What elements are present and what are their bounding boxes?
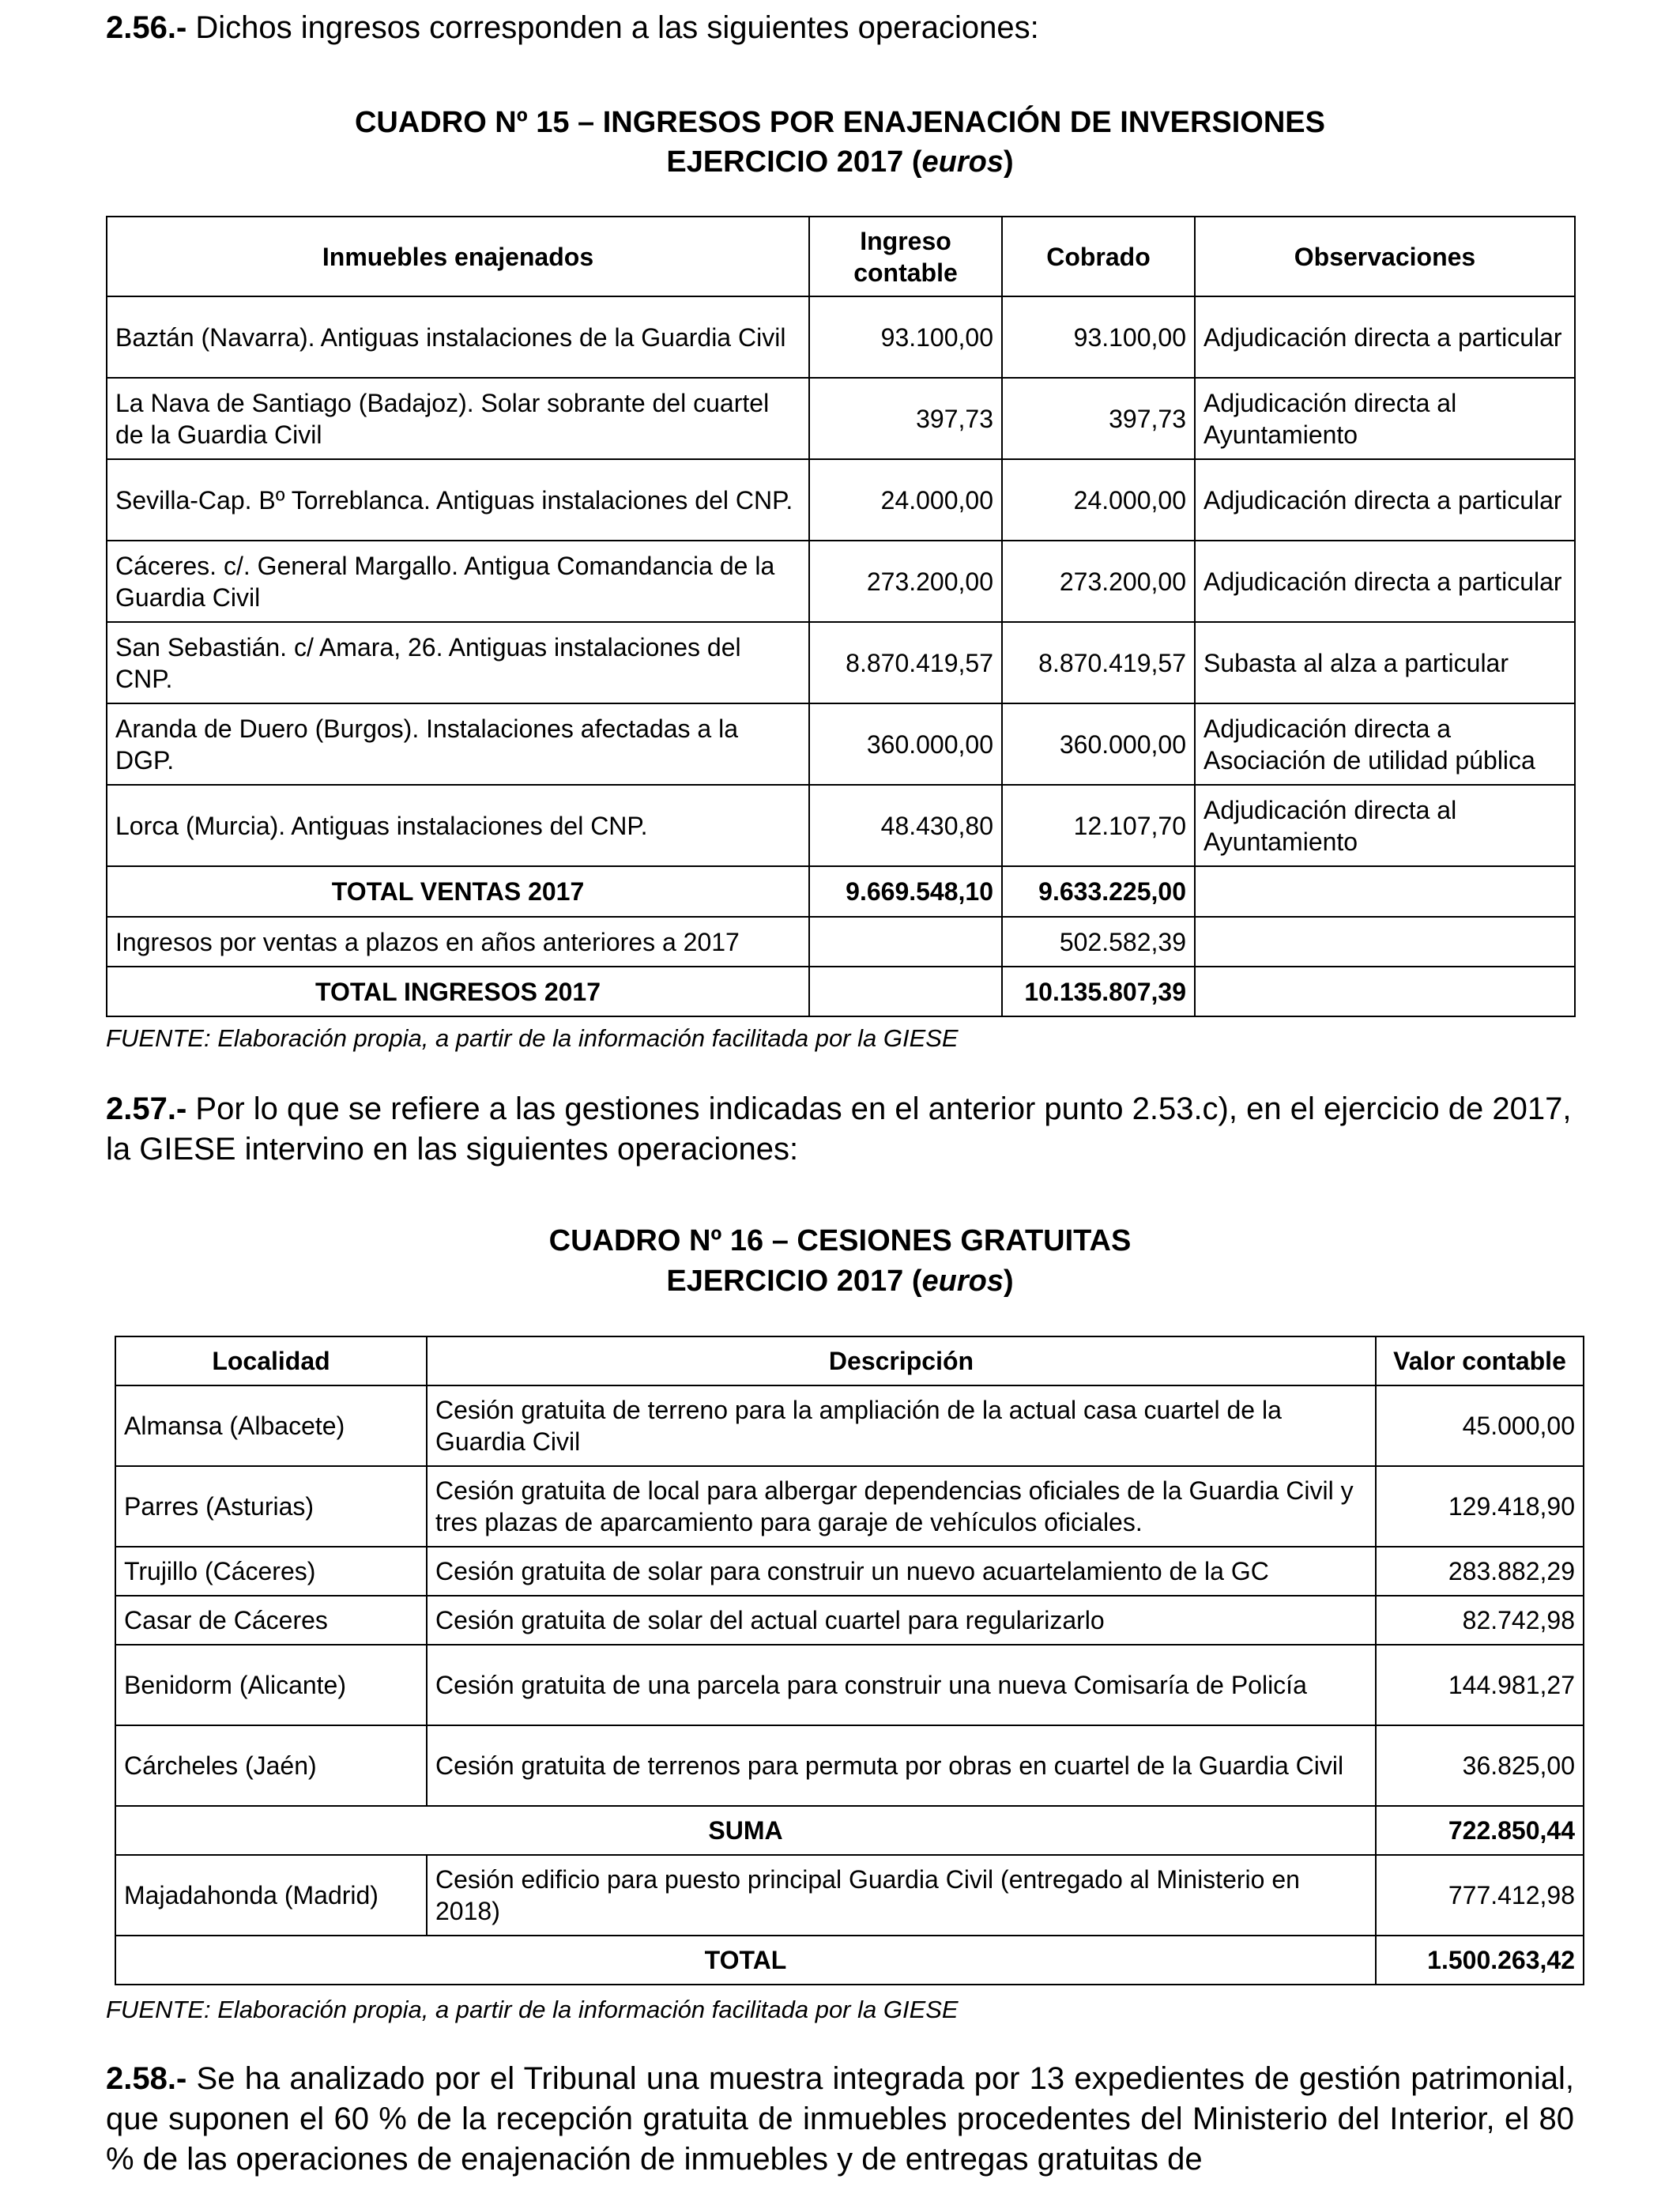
total-ventas-ingreso: 9.669.548,10 [809, 866, 1002, 917]
cell-ingreso: 8.870.419,57 [809, 622, 1002, 703]
table-row [115, 1725, 1584, 1806]
cell-observaciones: Adjudicación directa a particular [1195, 459, 1575, 541]
paragraph-text: Por lo que se refiere a las gestiones indicadas en el anterior punto 2.53.c), en el ejercicio de 2017, la GIESE intervino en las siguientes operaciones: [106, 1091, 1572, 1167]
table-15-title: CUADRO Nº 15 – INGRESOS POR ENAJENACIÓN DE INVERSIONES [354, 106, 1325, 139]
cell-cobrado: 273.200,00 [1002, 541, 1195, 622]
cell-valor: 777.412,98 [1376, 1855, 1584, 1936]
cell-inmueble: Sevilla-Cap. Bº Torreblanca. Antiguas instalaciones del CNP. [107, 459, 809, 541]
suma-value: 722.850,44 [1376, 1806, 1584, 1855]
cell-localidad: Trujillo (Cáceres) [115, 1547, 427, 1596]
cell-observaciones: Adjudicación directa a particular [1195, 541, 1575, 622]
cell-cobrado: 8.870.419,57 [1002, 622, 1195, 703]
table-row [107, 459, 1575, 541]
total-label: TOTAL [115, 1936, 1376, 1985]
cell-observaciones: Subasta al alza a particular [1195, 622, 1575, 703]
empty-cell [809, 917, 1002, 967]
table-header-row [107, 217, 1575, 296]
table-row [115, 1596, 1584, 1645]
paragraph-2-57 [106, 1089, 1574, 1170]
plazos-label: Ingresos por ventas a plazos en años anteriores a 2017 [107, 917, 809, 967]
table-row [107, 785, 1575, 866]
total-ventas-label: TOTAL VENTAS 2017 [107, 866, 809, 917]
table-row [115, 1547, 1584, 1596]
paragraph-2-58 [106, 2059, 1574, 2180]
total-ingresos-label: TOTAL INGRESOS 2017 [107, 967, 809, 1016]
table-row [107, 296, 1575, 378]
col-header-inmuebles: Inmuebles enajenados [107, 217, 809, 296]
cell-descripcion: Cesión gratuita de terrenos para permuta por obras en cuartel de la Guardia Civil [427, 1725, 1376, 1806]
table-row [107, 703, 1575, 785]
cell-descripcion: Cesión gratuita de solar del actual cuartel para regularizarlo [427, 1596, 1376, 1645]
cell-ingreso: 360.000,00 [809, 703, 1002, 785]
table-16 [115, 1336, 1584, 1985]
table-16-title: CUADRO Nº 16 – CESIONES GRATUITAS [548, 1224, 1132, 1257]
cell-inmueble: La Nava de Santiago (Badajoz). Solar sobrante del cuartel de la Guardia Civil [107, 378, 809, 459]
total-ingresos-row [107, 967, 1575, 1016]
cell-ingreso: 48.430,80 [809, 785, 1002, 866]
empty-cell [1195, 967, 1575, 1016]
cell-localidad: Cárcheles (Jaén) [115, 1725, 427, 1806]
cell-localidad: Almansa (Albacete) [115, 1385, 427, 1466]
table-row [115, 1645, 1584, 1725]
paragraph-text: Dichos ingresos corresponden a las siguientes operaciones: [186, 10, 1039, 45]
cell-valor: 129.418,90 [1376, 1466, 1584, 1547]
suma-row [115, 1806, 1584, 1855]
cell-valor: 82.742,98 [1376, 1596, 1584, 1645]
table-row [107, 378, 1575, 459]
empty-cell [809, 967, 1002, 1016]
total-ingresos-cobrado: 10.135.807,39 [1002, 967, 1195, 1016]
total-ventas-cobrado: 9.633.225,00 [1002, 866, 1195, 917]
cell-observaciones: Adjudicación directa a particular [1195, 296, 1575, 378]
empty-cell [1195, 917, 1575, 967]
table-row [107, 541, 1575, 622]
col-header-descripcion: Descripción [427, 1336, 1376, 1385]
cell-inmueble: San Sebastián. c/ Amara, 26. Antiguas instalaciones del CNP. [107, 622, 809, 703]
table-15 [106, 216, 1576, 1017]
cell-cobrado: 397,73 [1002, 378, 1195, 459]
total-ventas-row [107, 866, 1575, 917]
table-16-source: FUENTE: Elaboración propia, a partir de la información facilitada por la GIESE [106, 1996, 959, 2023]
paragraph-number: 2.56.- [106, 10, 187, 45]
cell-ingreso: 273.200,00 [809, 541, 1002, 622]
paragraph-2-56 [106, 8, 1574, 48]
table-16-subtitle: EJERCICIO 2017 (euros) [666, 1265, 1014, 1298]
cell-cobrado: 93.100,00 [1002, 296, 1195, 378]
table-row [115, 1466, 1584, 1547]
cell-localidad: Casar de Cáceres [115, 1596, 427, 1645]
paragraph-number: 2.57.- [106, 1091, 187, 1126]
plazos-cobrado: 502.582,39 [1002, 917, 1195, 967]
cell-inmueble: Lorca (Murcia). Antiguas instalaciones del CNP. [107, 785, 809, 866]
table-15-subtitle: EJERCICIO 2017 (euros) [666, 145, 1014, 179]
cell-ingreso: 397,73 [809, 378, 1002, 459]
suma-label: SUMA [115, 1806, 1376, 1855]
cell-valor: 36.825,00 [1376, 1725, 1584, 1806]
paragraph-text: Se ha analizado por el Tribunal una muestra integrada por 13 expedientes de gestión patrimonial, que suponen el 60 % de la recepción gratuita de inmuebles procedentes del Ministerio del Interior, el 80 % de las operaciones de enajenación de inmuebles y de entregas gratuitas de [106, 2061, 1574, 2177]
cell-inmueble: Baztán (Navarra). Antiguas instalaciones de la Guardia Civil [107, 296, 809, 378]
table-row [115, 1855, 1584, 1936]
cell-inmueble: Aranda de Duero (Burgos). Instalaciones afectadas a la DGP. [107, 703, 809, 785]
empty-cell [1195, 866, 1575, 917]
table-row [115, 1385, 1584, 1466]
cell-ingreso: 93.100,00 [809, 296, 1002, 378]
cell-descripcion: Cesión gratuita de una parcela para construir una nueva Comisaría de Policía [427, 1645, 1376, 1725]
total-value: 1.500.263,42 [1376, 1936, 1584, 1985]
cell-ingreso: 24.000,00 [809, 459, 1002, 541]
plazos-row [107, 917, 1575, 967]
col-header-valor: Valor contable [1376, 1336, 1584, 1385]
cell-localidad: Majadahonda (Madrid) [115, 1855, 427, 1936]
cell-observaciones: Adjudicación directa al Ayuntamiento [1195, 378, 1575, 459]
col-header-localidad: Localidad [115, 1336, 427, 1385]
cell-observaciones: Adjudicación directa al Ayuntamiento [1195, 785, 1575, 866]
cell-localidad: Benidorm (Alicante) [115, 1645, 427, 1725]
cell-observaciones: Adjudicación directa a Asociación de utilidad pública [1195, 703, 1575, 785]
cell-inmueble: Cáceres. c/. General Margallo. Antigua Comandancia de la Guardia Civil [107, 541, 809, 622]
cell-descripcion: Cesión gratuita de solar para construir un nuevo acuartelamiento de la GC [427, 1547, 1376, 1596]
cell-valor: 283.882,29 [1376, 1547, 1584, 1596]
table-15-source: FUENTE: Elaboración propia, a partir de la información facilitada por la GIESE [106, 1024, 959, 1052]
cell-descripcion: Cesión gratuita de terreno para la ampliación de la actual casa cuartel de la Guardia Civil [427, 1385, 1376, 1466]
cell-cobrado: 24.000,00 [1002, 459, 1195, 541]
col-header-ingreso: Ingreso contable [809, 217, 1002, 296]
paragraph-number: 2.58.- [106, 2061, 187, 2096]
cell-descripcion: Cesión gratuita de local para albergar dependencias oficiales de la Guardia Civil y tres plazas de aparcamiento para garaje de vehículos oficiales. [427, 1466, 1376, 1547]
cell-cobrado: 12.107,70 [1002, 785, 1195, 866]
cell-valor: 45.000,00 [1376, 1385, 1584, 1466]
cell-valor: 144.981,27 [1376, 1645, 1584, 1725]
cell-descripcion: Cesión edificio para puesto principal Guardia Civil (entregado al Ministerio en 2018) [427, 1855, 1376, 1936]
table-row [107, 622, 1575, 703]
total-row [115, 1936, 1584, 1985]
table-header-row [115, 1336, 1584, 1385]
col-header-cobrado: Cobrado [1002, 217, 1195, 296]
cell-localidad: Parres (Asturias) [115, 1466, 427, 1547]
col-header-observaciones: Observaciones [1195, 217, 1575, 296]
cell-cobrado: 360.000,00 [1002, 703, 1195, 785]
